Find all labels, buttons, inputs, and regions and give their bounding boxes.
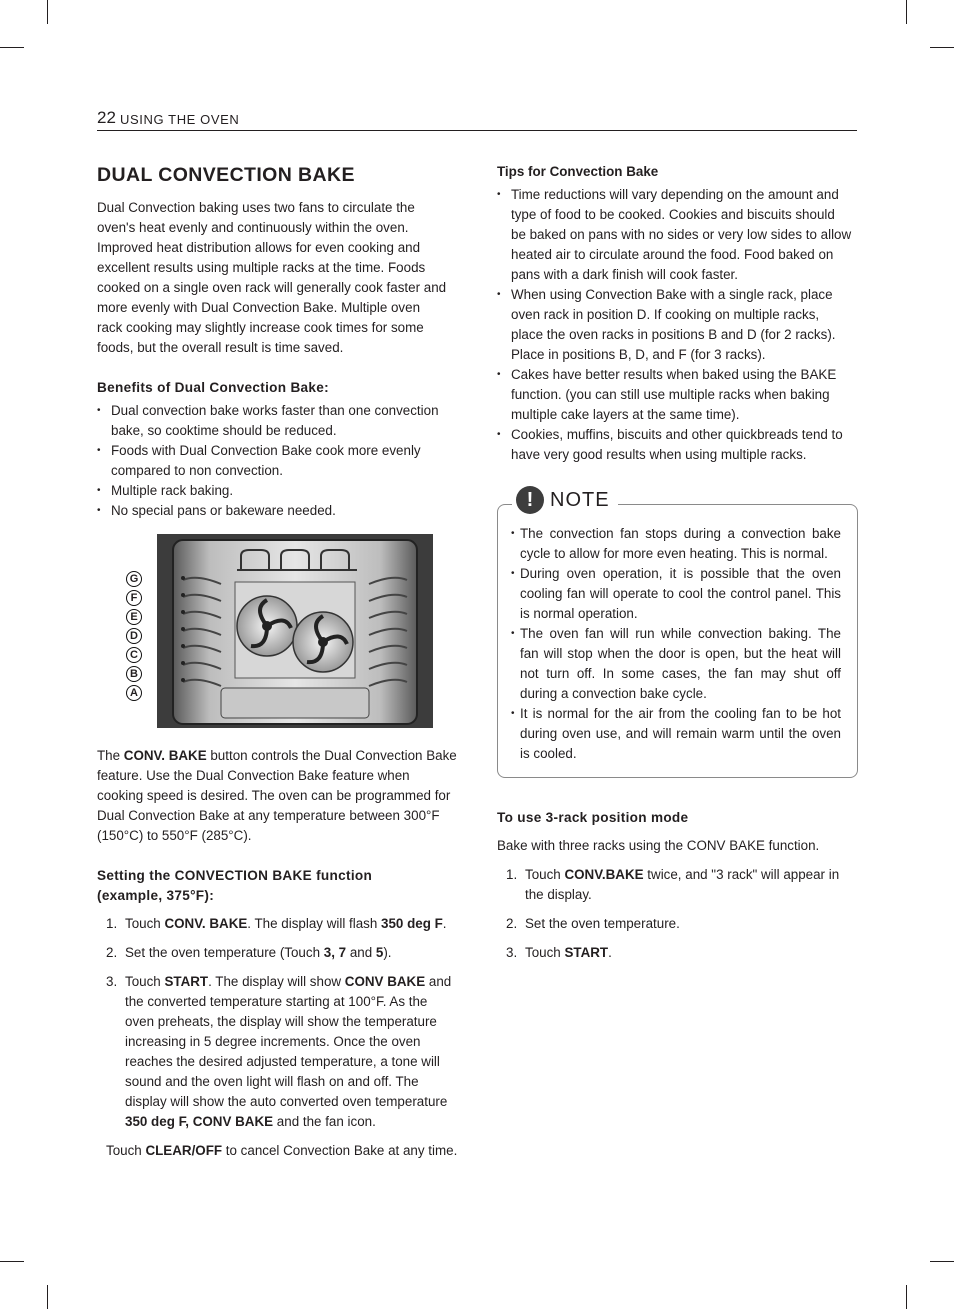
text-run: . The display will flash	[247, 916, 382, 931]
step-number: 2.	[506, 916, 518, 931]
conv-bake-paragraph	[97, 746, 457, 846]
bold-text: CONV. BAKE	[123, 748, 207, 763]
conv-bake-text	[97, 746, 457, 846]
bold-text: 350 deg F	[381, 916, 443, 931]
text-run: . The display will show	[208, 974, 345, 989]
bold-text: CLEAR/OFF	[145, 1143, 223, 1158]
note-label: NOTE	[550, 488, 610, 511]
step-item	[497, 865, 857, 905]
intro-paragraph: Dual Convection baking uses two fans to circulate the oven's heat evenly and continuously within the oven. Improved heat distribution allows for even cooking and excellent results using multiple racks at the time. Foods cooked on a single oven rack will generally cook faster and more evenly with Dual Convection Bake. Multiple oven rack cooking may slightly increase cook times for some foods, but the overall result is time saved.	[97, 200, 447, 355]
crop-mark	[930, 1261, 954, 1262]
bold-text: CONV.BAKE	[564, 867, 644, 882]
benefits-block	[97, 378, 459, 521]
text-run: ).	[383, 945, 392, 960]
page-title: DUAL CONVECTION BAKE	[97, 164, 355, 186]
list-item: • Foods with Dual Convection Bake cook more evenly compared to non convection.	[97, 441, 459, 481]
text-run: twice, and "3 rack" will appear in the display.	[525, 867, 840, 902]
step-item	[497, 914, 857, 934]
heading-line: Setting the CONVECTION BAKE function	[97, 868, 373, 883]
step-item	[497, 943, 857, 963]
list-item: • When using Convection Bake with a single rack, place oven rack in position D. If cooking on multiple racks, place the oven racks in positions B and D (for 2 racks). Place in positions B, D, and F (for 3 racks).	[497, 285, 853, 365]
crop-mark	[906, 1285, 907, 1309]
text-run: .	[608, 945, 612, 960]
note-item: • The convection fan stops during a convection bake cycle to allow for more even heating. This is normal.	[511, 524, 841, 564]
list-item: • Cookies, muffins, biscuits and other quickbreads tend to have very good results when using multiple racks.	[497, 425, 853, 465]
step-number: 1.	[506, 867, 518, 882]
text-run: Set the oven temperature (Touch	[125, 945, 324, 960]
rack-label-list	[126, 571, 142, 701]
heading-line: (example, 375°F):	[97, 888, 215, 903]
step-item	[97, 914, 459, 934]
intro-block	[97, 198, 449, 358]
step-number: 3.	[106, 974, 118, 989]
text-run: Touch	[125, 916, 165, 931]
setting-block	[97, 866, 459, 1161]
text-run: Touch	[106, 1143, 146, 1158]
text-run: and the fan icon.	[273, 1114, 376, 1129]
list-item: • Cakes have better results when baked using the BAKE function. (you can still use multiple racks when baking multiple cake layers at the same time).	[497, 365, 853, 425]
section-title: USING THE OVEN	[120, 112, 240, 127]
bold-text: 350 deg F, CONV BAKE	[125, 1114, 274, 1129]
note-item: • The oven fan will run while convection baking. The fan will stop when the door is open, but the heat will not turn off. In some cases, the fan may shut off during a convection bake cycle.	[511, 624, 841, 704]
benefits-heading: Benefits of Dual Convection Bake:	[97, 380, 329, 395]
list-item: • Dual convection bake works faster than one convection bake, so cooktime should be reduced.	[97, 401, 459, 441]
note-header	[512, 486, 618, 514]
text-run: to cancel Convection Bake at any time.	[222, 1143, 458, 1158]
text-run: and the converted temperature starting at 100°F. As the oven preheats, the display will show the temperature increasing in 5 degree increments. Once the oven reaches the desired adjusted temperature, a tone will sound and the oven light will flash on and off. The display will show the auto converted oven temperature	[125, 974, 452, 1109]
text-run: The	[97, 748, 124, 763]
note-list	[511, 524, 841, 764]
list-item: • Multiple rack baking.	[97, 481, 459, 501]
rack3-block	[497, 808, 857, 972]
step-number: 2.	[106, 945, 118, 960]
tips-heading: Tips for Convection Bake	[497, 164, 659, 179]
text-run: Touch	[525, 945, 565, 960]
bold-text: 5	[375, 945, 384, 960]
cancel-text	[97, 1141, 459, 1161]
crop-mark	[0, 47, 24, 48]
rack-label-c: C	[126, 647, 142, 663]
bold-text: 3, 7	[323, 945, 347, 960]
rack-label-f: F	[126, 590, 142, 606]
bold-text: CONV BAKE	[344, 974, 426, 989]
note-item: • During oven operation, it is possible that the oven cooling fan will operate to cool the control panel. This is normal operation.	[511, 564, 841, 624]
tips-list	[497, 185, 853, 465]
list-item: • No special pans or bakeware needed.	[97, 501, 459, 521]
tips-block	[497, 162, 853, 465]
page-number: 22	[97, 108, 116, 127]
list-item: • Time reductions will vary depending on the amount and type of food to be cooked. Cookies and biscuits should be baked on pans with no sides or very low sides to allow heated air to circulate around the food. Food baked on pans with a dark finish will cook faster.	[497, 185, 853, 285]
text-run: .	[442, 916, 447, 931]
setting-steps	[97, 914, 459, 1132]
rack3-intro: Bake with three racks using the CONV BAKE function.	[497, 838, 820, 853]
setting-heading	[97, 866, 459, 906]
page-header	[97, 108, 857, 131]
oven-illustration	[157, 534, 433, 728]
oven-diagram	[157, 534, 433, 728]
benefits-list	[97, 401, 459, 521]
bold-text: START	[564, 945, 609, 960]
step-number: 3.	[506, 945, 518, 960]
rack-label-e: E	[126, 609, 142, 625]
rack-label-d: D	[126, 628, 142, 644]
exclamation-icon: !	[516, 486, 544, 514]
text-run: Touch	[525, 867, 565, 882]
crop-mark	[47, 1285, 48, 1309]
bold-text: START	[164, 974, 209, 989]
crop-mark	[906, 0, 907, 24]
crop-mark	[930, 47, 954, 48]
step-item	[97, 972, 459, 1132]
step-item	[97, 943, 459, 963]
text-run: and	[346, 945, 376, 960]
rack-label-b: B	[126, 666, 142, 682]
crop-mark	[47, 0, 48, 24]
text-run: button controls the Dual Convection Bake feature. Use the Dual Convection Bake feature when cooking speed is desired. The oven can be programmed for Dual Convection Bake at any temperature between 300°F (150°C) to 550°F (285°C).	[97, 748, 457, 843]
step-number: 1.	[106, 916, 118, 931]
rack-label-g: G	[126, 571, 142, 587]
rack3-steps	[497, 865, 857, 963]
bold-text: CONV. BAKE	[164, 916, 248, 931]
text-run: Set the oven temperature.	[525, 916, 680, 931]
crop-mark	[0, 1261, 24, 1262]
rack-label-a: A	[126, 685, 142, 701]
note-item: • It is normal for the air from the cooling fan to be hot during oven use, and will remain warm until the oven is cooled.	[511, 704, 841, 764]
rack3-heading: To use 3-rack position mode	[497, 810, 689, 825]
text-run: Touch	[125, 974, 165, 989]
